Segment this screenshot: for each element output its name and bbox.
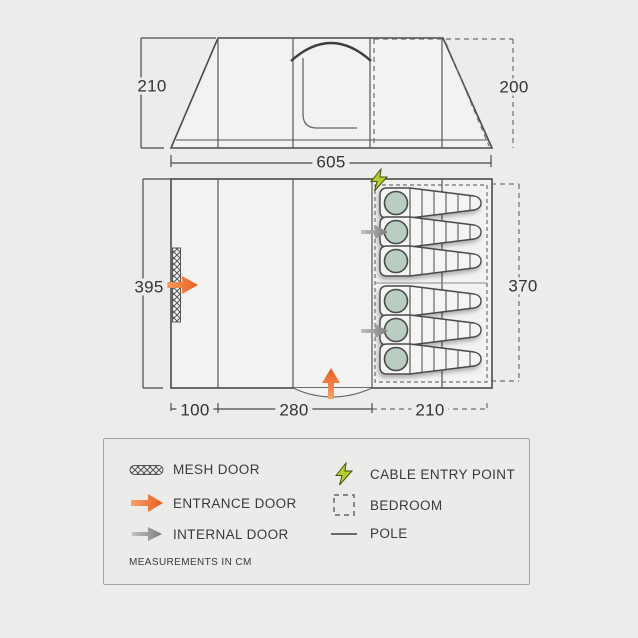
dim-side-height-left: 210 bbox=[133, 78, 170, 95]
legend-cable-entry-point bbox=[326, 462, 515, 486]
entrance-door-arrow-icon bbox=[129, 493, 165, 513]
legend-label: POLE bbox=[370, 526, 408, 541]
dim-plan-width: 395 bbox=[130, 279, 167, 296]
side-elevation-view bbox=[171, 38, 513, 148]
legend-box bbox=[103, 438, 530, 585]
legend-label: CABLE ENTRY POINT bbox=[370, 466, 516, 482]
legend-label: INTERNAL DOOR bbox=[173, 526, 289, 542]
dim-porch-depth: 100 bbox=[176, 402, 213, 419]
legend-internal-door bbox=[129, 526, 289, 542]
dim-bedroom-width: 370 bbox=[504, 278, 541, 295]
floor-plan-view bbox=[165, 169, 492, 399]
bedroom-icon bbox=[326, 493, 362, 517]
dim-bedroom-depth: 210 bbox=[411, 402, 448, 419]
legend-label: ENTRANCE DOOR bbox=[173, 495, 297, 511]
legend-bedroom bbox=[326, 493, 443, 517]
legend-mesh-door bbox=[129, 462, 260, 477]
internal-door-arrow-icon bbox=[129, 526, 165, 542]
cable-entry-point-icon bbox=[326, 462, 362, 486]
tent-side-outline bbox=[171, 38, 492, 148]
legend-label: BEDROOM bbox=[370, 497, 443, 513]
legend-pole bbox=[326, 526, 408, 541]
mesh-door-icon bbox=[129, 464, 165, 476]
pole-icon bbox=[326, 531, 362, 537]
dim-side-height-right: 200 bbox=[495, 79, 532, 96]
legend-label: MESH DOOR bbox=[173, 462, 260, 477]
dim-total-length: 605 bbox=[312, 154, 349, 171]
dim-living-depth: 280 bbox=[275, 402, 312, 419]
legend-entrance-door bbox=[129, 493, 297, 513]
measurements-note: MEASUREMENTS IN CM bbox=[129, 557, 252, 568]
